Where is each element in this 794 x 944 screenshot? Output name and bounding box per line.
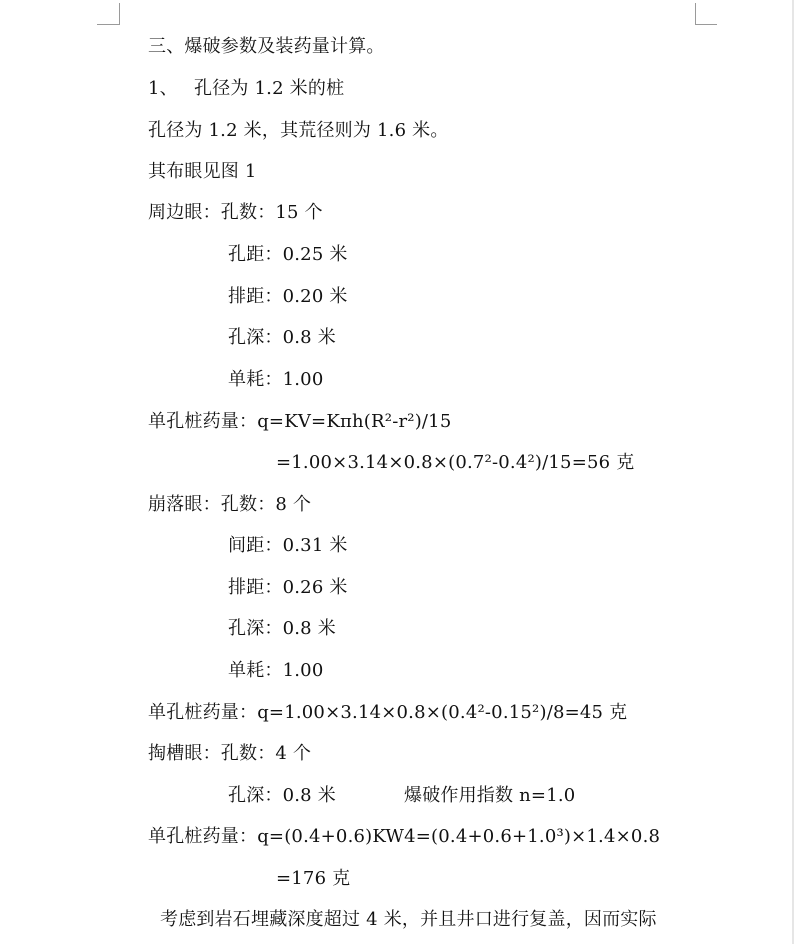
- section-heading: 三、爆破参数及装药量计算。: [148, 36, 385, 57]
- charge-formula-result: =1.00×3.14×0.8×(0.7²-0.4²)/15=56 克: [276, 452, 635, 473]
- cut-charge-formula: 单孔桩药量：q=(0.4+0.6)KW4=(0.4+0.6+1.0³)×1.4×0.8: [148, 826, 661, 847]
- margin-corner-mark-right-vertical: [695, 3, 696, 25]
- margin-corner-mark-left: [97, 24, 119, 25]
- subsection-heading: 孔径为 1.2 米的桩: [194, 78, 345, 99]
- perimeter-hole-spacing: 孔距：0.25 米: [228, 244, 348, 265]
- margin-corner-mark-left-vertical: [119, 3, 120, 25]
- caving-charge-formula: 单孔桩药量：q=1.00×3.14×0.8×(0.4²-0.15²)/8=45 克: [148, 702, 628, 723]
- paragraph-line: 其布眼见图 1: [148, 161, 257, 182]
- cut-holes-count: 掏槽眼：孔数：4 个: [148, 743, 312, 764]
- margin-corner-mark-right: [695, 24, 717, 25]
- cut-hole-depth: 孔深：0.8 米: [228, 785, 336, 806]
- perimeter-hole-depth: 孔深：0.8 米: [228, 327, 336, 348]
- paragraph-line: 考虑到岩石埋藏深度超过 4 米，并且井口进行复盖，因而实际: [160, 909, 657, 930]
- perimeter-unit-consumption: 单耗：1.00: [228, 369, 324, 390]
- perimeter-row-spacing: 排距：0.20 米: [228, 286, 348, 307]
- caving-row-spacing: 排距：0.26 米: [228, 577, 348, 598]
- list-number: 1、: [148, 78, 178, 99]
- cut-charge-result: =176 克: [276, 868, 351, 889]
- blasting-action-index: 爆破作用指数 n=1.0: [404, 785, 576, 806]
- perimeter-holes-count: 周边眼：孔数：15 个: [148, 202, 323, 223]
- caving-holes-count: 崩落眼：孔数：8 个: [148, 494, 312, 515]
- charge-formula: 单孔桩药量：q=KV=Kπh(R²-r²)/15: [148, 411, 452, 432]
- caving-unit-consumption: 单耗：1.00: [228, 660, 324, 681]
- caving-hole-spacing: 间距：0.31 米: [228, 535, 348, 556]
- paragraph-line: 孔径为 1.2 米，其荒径则为 1.6 米。: [148, 120, 449, 141]
- caving-hole-depth: 孔深：0.8 米: [228, 618, 336, 639]
